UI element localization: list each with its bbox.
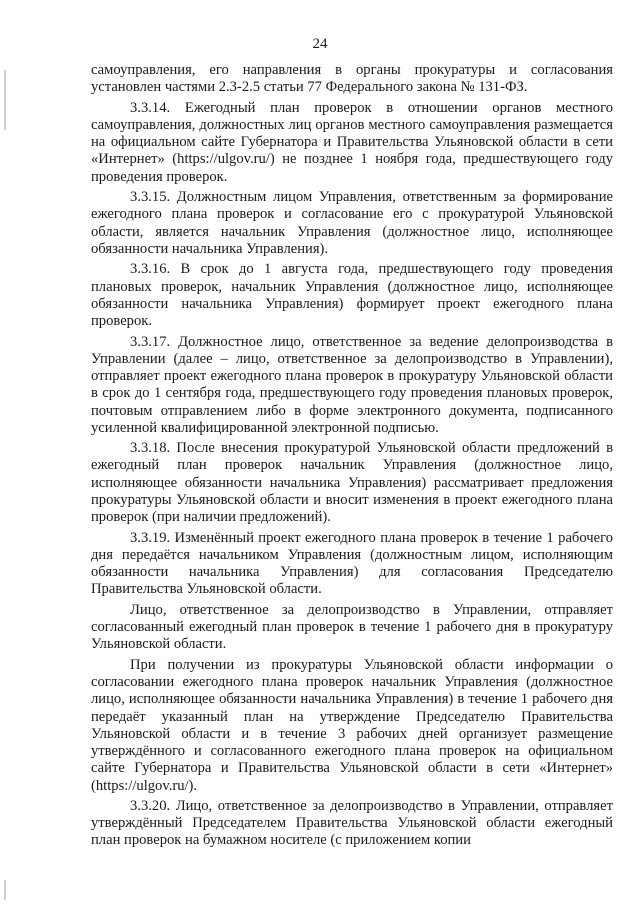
scan-artifact: [4, 70, 6, 130]
paragraph: 3.3.15. Должностным лицом Управления, ответственным за формирование ежегодного плана проверок и согласование его с прокуратурой Ульяновской области, является начальник Управления (должностное лицо, исполняющее обязанности начальника Управления).: [91, 189, 613, 257]
paragraph: 3.3.20. Лицо, ответственное за делопроизводство в Управлении, отправляет утверждённый Председателем Правительства Ульяновской области ежегодный план проверок на бумажном носителе (с приложением копии: [91, 797, 613, 849]
page-number: 24: [312, 36, 328, 52]
paragraph: 3.3.16. В срок до 1 августа года, предшествующего году проведения плановых проверок, начальник Управления (должностное лицо, исполняющее обязанности начальника Управления) формирует проект ежегодного плана проверок.: [91, 261, 613, 330]
paragraph: 3.3.18. После внесения прокуратурой Ульяновской области предложений в ежегодный план проверок начальник Управления (должностное лицо, исполняющее обязанности начальника Управления) рассматривает предложения прокуратуры Ульяновской области и вносит изменения в проект ежегодного плана проверок (при наличии предложений).: [91, 440, 613, 526]
document-body: [91, 62, 613, 853]
paragraph: 3.3.17. Должностное лицо, ответственное за ведение делопроизводства в Управлении (далее – лицо, ответственное за делопроизводство в Управлении), отправляет проект ежегодного плана проверок в прокуратуру Ульяновской области в срок до 1 сентября года, предшествующего году проведения плановых проверок, почтовым отправлением либо в форме электронного документа, подписанного усиленной квалифицированной электронной подписью.: [91, 333, 613, 436]
paragraph: 3.3.19. Изменённый проект ежегодного плана проверок в течение 1 рабочего дня передаётся начальником Управления (должностным лицом, исполняющим обязанности начальника Управления) для согласования Председателю Правительства Ульяновской области.: [91, 529, 613, 598]
paragraph: самоуправления, его направления в органы прокуратуры и согласования установлен частями 2.3-2.5 статьи 77 Федерального закона № 131-ФЗ.: [91, 62, 613, 96]
paragraph: При получении из прокуратуры Ульяновской области информации о согласовании ежегодного плана проверок начальник Управления (должностное лицо, исполняющее обязанности начальника Управления) в течение 1 рабочего дня передаёт указанный план на утверждение Председателю Правительства Ульяновской области и в течение 3 рабочих дней организует размещение утверждённого и согласованного ежегодного плана проверок на официальном сайте Губернатора и Правительства Ульяновской области в сети «Интернет» (https://ulgov.ru/).: [91, 656, 613, 794]
paragraph: 3.3.14. Ежегодный план проверок в отношении органов местного самоуправления, должностных лиц органов местного самоуправления размещается на официальном сайте Губернатора и Правительства Ульяновской области в сети «Интернет» (https://ulgov.ru/) не позднее 1 ноября года, предшествующего году проведения проверок.: [91, 99, 613, 185]
scan-artifact: [4, 880, 6, 900]
paragraph: Лицо, ответственное за делопроизводство в Управлении, отправляет согласованный ежегодный план проверок в течение 1 рабочего дня в прокуратуру Ульяновской области.: [91, 601, 613, 653]
